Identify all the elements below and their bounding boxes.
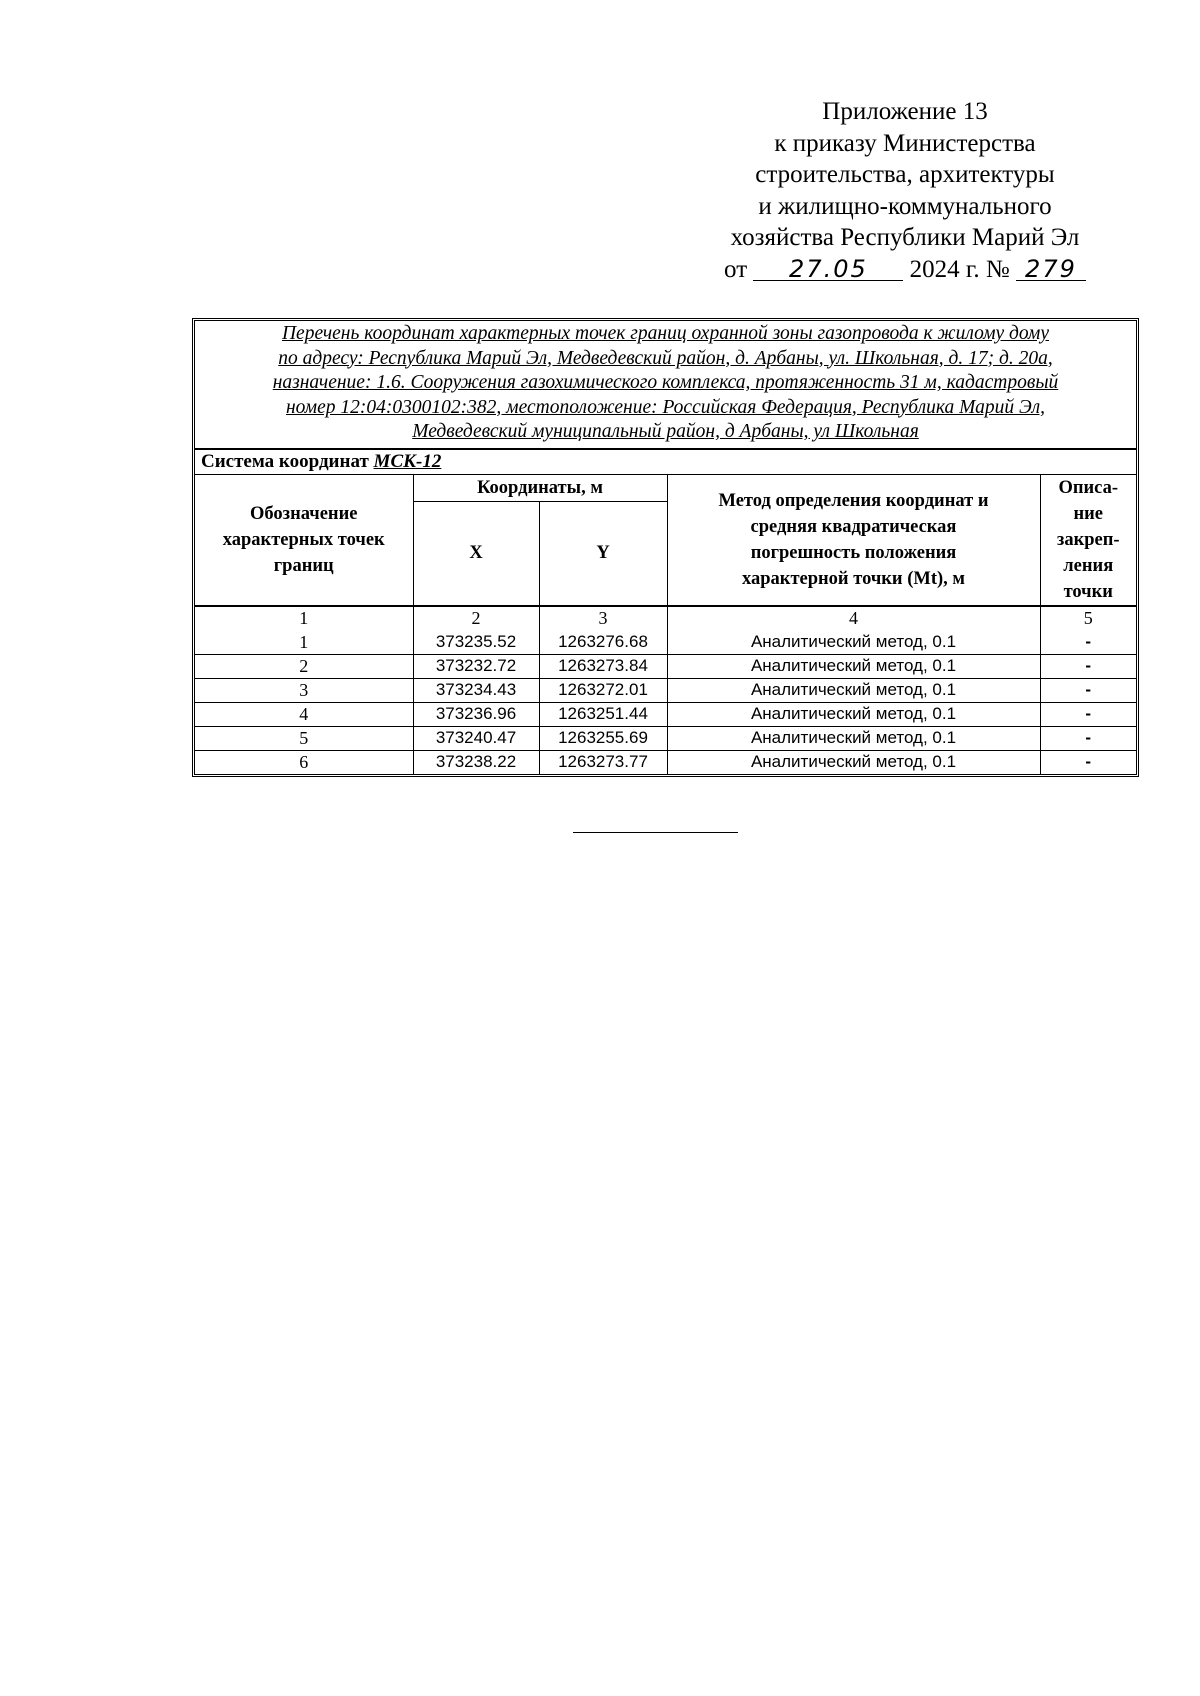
column-number: 5 xyxy=(1040,606,1136,631)
caption-line: Медведевский муниципальный район, д Арбаны, ул Школьная xyxy=(412,421,919,442)
table-body xyxy=(195,631,1136,774)
cell-method: Аналитический метод, 0.1 xyxy=(667,654,1040,678)
cell-x: 373232.72 xyxy=(413,654,539,678)
header-method-line: средняя квадратическая xyxy=(750,516,957,537)
cell-description: - xyxy=(1040,750,1136,774)
header-description-line: Описа- xyxy=(1058,477,1119,498)
cell-method: Аналитический метод, 0.1 xyxy=(667,678,1040,702)
cell-description: - xyxy=(1040,726,1136,750)
header-method-line: Метод определения координат и xyxy=(718,490,989,511)
end-of-document-rule xyxy=(573,832,738,833)
column-number: 1 xyxy=(195,606,413,631)
column-number: 3 xyxy=(539,606,667,631)
cell-x: 373236.96 xyxy=(413,702,539,726)
header-coordinates: Координаты, м xyxy=(413,475,667,502)
cell-description: - xyxy=(1040,702,1136,726)
header-point-line: характерных точек xyxy=(222,529,385,550)
header-description-line: ления xyxy=(1063,555,1114,576)
header-point-line: Обозначение xyxy=(250,503,358,524)
cell-point: 5 xyxy=(195,726,413,750)
appendix-line-5: хозяйства Республики Марий Эл xyxy=(730,224,1080,251)
header-description-line: закреп- xyxy=(1056,529,1120,550)
table-row xyxy=(195,631,1136,655)
order-year-label: 2024 г. № xyxy=(909,255,1010,283)
cell-y: 1263276.68 xyxy=(539,631,667,655)
cell-x: 373234.43 xyxy=(413,678,539,702)
date-prefix: от xyxy=(724,255,748,283)
header-description-line: точки xyxy=(1063,581,1113,602)
cell-method: Аналитический метод, 0.1 xyxy=(667,702,1040,726)
appendix-line-3: строительства, архитектуры xyxy=(755,161,1055,188)
cell-method: Аналитический метод, 0.1 xyxy=(667,631,1040,655)
column-number: 2 xyxy=(413,606,539,631)
cell-x: 373235.52 xyxy=(413,631,539,655)
header-method xyxy=(667,475,1040,606)
coordinate-system-value: МСК-12 xyxy=(373,450,442,472)
order-number-handwritten: 279 xyxy=(1016,258,1086,281)
coordinate-system-label: Система координат xyxy=(201,450,369,472)
cell-y: 1263255.69 xyxy=(539,726,667,750)
column-number-row xyxy=(195,606,1136,631)
cell-point: 4 xyxy=(195,702,413,726)
order-date-line xyxy=(695,254,1115,286)
header-method-line: погрешность положения xyxy=(750,542,957,563)
appendix-title: Приложение 13 xyxy=(822,98,988,125)
table-row xyxy=(195,726,1136,750)
appendix-line-4: и жилищно-коммунального xyxy=(758,192,1052,220)
caption-line: назначение: 1.6. Сооружения газохимического комплекса, протяженность 31 м, кадастровый xyxy=(272,372,1059,393)
table-row xyxy=(195,654,1136,678)
cell-x: 373238.22 xyxy=(413,750,539,774)
appendix-line-2: к приказу Министерства xyxy=(774,129,1036,157)
appendix-header xyxy=(695,96,1115,285)
cell-y: 1263272.01 xyxy=(539,678,667,702)
cell-description: - xyxy=(1040,678,1136,702)
cell-point: 6 xyxy=(195,750,413,774)
cell-point: 3 xyxy=(195,678,413,702)
coordinates-table xyxy=(195,475,1136,774)
cell-method: Аналитический метод, 0.1 xyxy=(667,750,1040,774)
header-description xyxy=(1040,475,1136,606)
column-numbers xyxy=(195,606,1136,631)
coordinate-system-row xyxy=(195,450,1136,475)
cell-description: - xyxy=(1040,654,1136,678)
cell-point: 1 xyxy=(195,631,413,655)
table-row xyxy=(195,678,1136,702)
header-point xyxy=(195,475,413,606)
cell-y: 1263251.44 xyxy=(539,702,667,726)
table-row xyxy=(195,750,1136,774)
coordinates-table-frame xyxy=(192,318,1139,777)
header-method-line: характерной точки (Mt), м xyxy=(741,568,966,589)
cell-method: Аналитический метод, 0.1 xyxy=(667,726,1040,750)
cell-description: - xyxy=(1040,631,1136,655)
cell-y: 1263273.77 xyxy=(539,750,667,774)
cell-point: 2 xyxy=(195,654,413,678)
table-header xyxy=(195,475,1136,606)
column-number: 4 xyxy=(667,606,1040,631)
table-row xyxy=(195,702,1136,726)
caption-line: по адресу: Республика Марий Эл, Медведевский район, д. Арбаны, ул. Школьная, д. 17; д. 20а, xyxy=(278,347,1053,369)
header-point-line: границ xyxy=(273,555,334,576)
caption-line: Перечень координат характерных точек границ охранной зоны газопровода к жилому дому xyxy=(281,323,1050,344)
table-caption xyxy=(195,321,1136,450)
cell-x: 373240.47 xyxy=(413,726,539,750)
cell-y: 1263273.84 xyxy=(539,654,667,678)
header-x: X xyxy=(413,501,539,606)
caption-line: номер 12:04:0300102:382, местоположение: Российская Федерация, Республика Марий Эл, xyxy=(286,396,1045,418)
header-description-line: ние xyxy=(1073,503,1104,524)
header-y: Y xyxy=(539,501,667,606)
order-date-handwritten: 27.05 xyxy=(753,258,903,281)
